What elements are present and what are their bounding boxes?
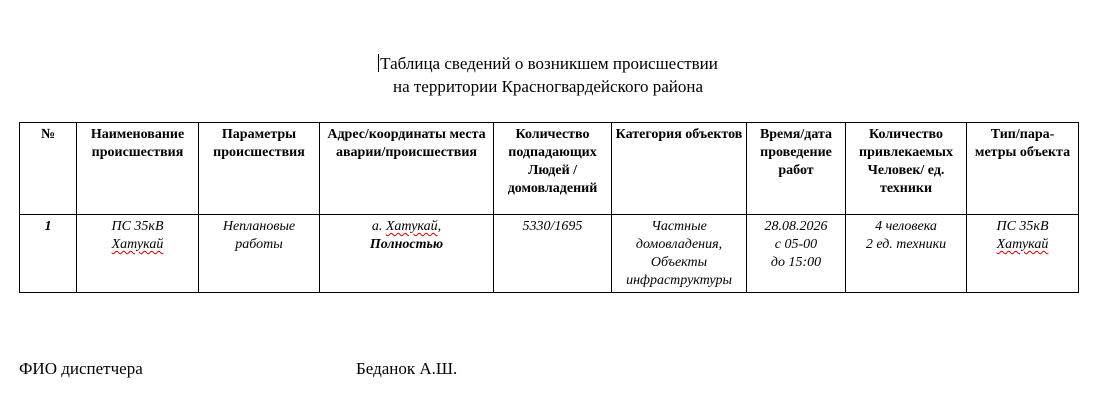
header-category: Категория объектов [612,123,747,215]
cell-incident-params: Неплановые работы [199,215,320,293]
incident-name-line-2: Хатукай [111,237,164,252]
cell-object-type [967,215,1079,293]
time-line-2: с 05-00 [774,237,818,252]
address-suffix: , [437,219,442,234]
object-type-line-2: Хатукай [996,237,1049,252]
header-time: Время/дата проведение работ [747,123,846,215]
header-resources: Количество привлекаемых Человек/ ед. техники [846,123,967,215]
dispatcher-label: ФИО диспетчера [19,359,143,378]
dispatcher-name: Беданок А.Ш. [356,359,458,378]
cell-incident-name [77,215,199,293]
cell-time [747,215,846,293]
document-title [0,52,1096,98]
incident-table [19,122,1079,293]
cell-number [20,215,77,293]
row-number: 1 [44,219,52,234]
header-affected: Количество подпадающих Людей / домовладений [494,123,612,215]
cell-resources [846,215,967,293]
title-line-1-text: Таблица сведений о возникшем происшествии [380,54,718,73]
time-line-1: 28.08.2026 [764,219,828,234]
header-address: Адрес/координаты места аварии/происшествия [320,123,494,215]
cell-affected: 5330/1695 [494,215,612,293]
table-row [20,215,1079,293]
address-place: Хатукай [385,219,438,234]
header-incident-params: Параметры происшествия [199,123,320,215]
title-line-1 [0,52,1096,75]
incident-name-line-1: ПС 35кВ [111,219,164,234]
title-line-2: на территории Красногвардейского района [392,77,704,96]
header-incident-name: Наименование происшествия [77,123,199,215]
address-prefix: а. [371,219,386,234]
header-number: № [20,123,77,215]
object-type-line-1: ПС 35кВ [996,219,1049,234]
address-line-2: Полностью [369,237,444,252]
resources-line-1: 4 человека [875,219,937,234]
address-line-1 [323,218,490,236]
time-line-3: до 15:00 [770,255,822,270]
cell-address [320,215,494,293]
cell-category: Частные домовладения, Объекты инфраструктуры [612,215,747,293]
table-header-row [20,123,1079,215]
text-cursor [378,54,379,72]
header-object-type: Тип/пара-метры объекта [967,123,1079,215]
resources-line-2: 2 ед. техники [865,237,947,252]
